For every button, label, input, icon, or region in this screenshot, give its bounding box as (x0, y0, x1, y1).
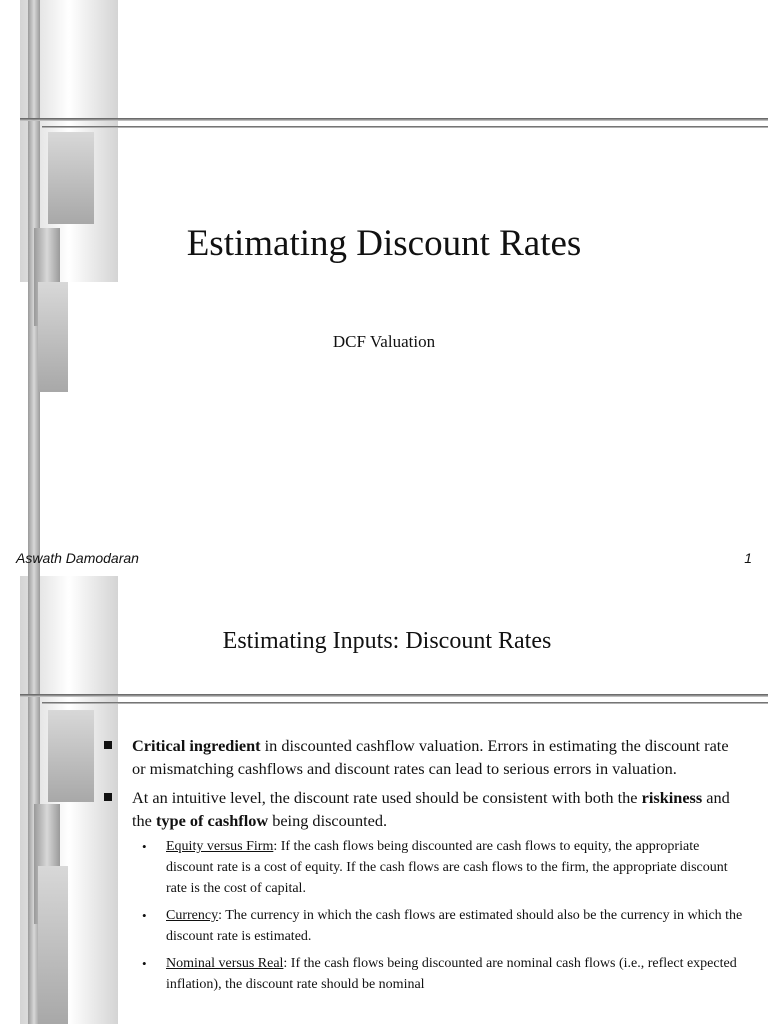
bullet-lead: Critical ingredient (132, 736, 261, 755)
decorative-bar (48, 710, 94, 802)
sub-bullet-term: Currency (166, 908, 219, 923)
title-rule (42, 126, 768, 128)
slide-title: Estimating Inputs: Discount Rates (222, 628, 552, 654)
sub-bullet-item (132, 836, 744, 899)
sub-bullet-item (132, 905, 744, 947)
sub-bullet-list (132, 836, 744, 995)
slide-title: Estimating Discount Rates (186, 223, 582, 264)
bullet-item (104, 734, 744, 780)
bullet-emphasis: type of cashflow (155, 811, 269, 830)
decorative-bar (48, 132, 94, 224)
slide-subtitle: DCF Valuation (332, 332, 436, 351)
bullet-list (104, 734, 744, 1001)
sub-bullet-term: Nominal versus Real (166, 956, 284, 971)
content-slide (0, 576, 768, 1024)
footer-author: Aswath Damodaran (16, 550, 139, 566)
dot-bullet-icon: • (142, 908, 147, 923)
sub-bullet-text: : If the cash flows being discounted are nominal cash flows (i.e., reflect expected inflation), the discount rate should be nominal (166, 956, 737, 992)
sub-bullet-text: : The currency in which the cash flows are estimated should also be the currency in which the discount rate is estimated. (166, 908, 743, 944)
page-number: 1 (744, 550, 752, 566)
square-bullet-icon (104, 741, 112, 749)
dot-bullet-icon: • (142, 956, 147, 971)
decorative-bar (38, 866, 68, 1024)
bullet-text: At an intuitive level, the discount rate used should be consistent with both the (132, 788, 642, 807)
dot-bullet-icon: • (142, 839, 147, 854)
sub-bullet-item (132, 953, 744, 995)
title-rule (20, 694, 768, 697)
square-bullet-icon (104, 793, 112, 801)
sub-bullet-term: Equity versus Firm (166, 839, 274, 854)
bullet-text: in discounted cashflow valuation. Errors in estimating the discount rate or mismatching cashflows and discount rates can lead to serious errors in valuation. (132, 736, 729, 778)
title-rule (20, 118, 768, 121)
bullet-text: and the (132, 788, 730, 830)
bullet-text: being discounted. (268, 811, 388, 830)
bullet-emphasis: riskiness (641, 788, 703, 807)
sub-bullet-text: : If the cash flows being discounted are cash flows to equity, the appropriate discount rate is a cost of equity. If the cash flows are cash flows to the firm, the appropriate discount rate is the cost of capital. (166, 839, 728, 896)
bullet-item (104, 786, 744, 995)
title-rule (42, 702, 768, 704)
